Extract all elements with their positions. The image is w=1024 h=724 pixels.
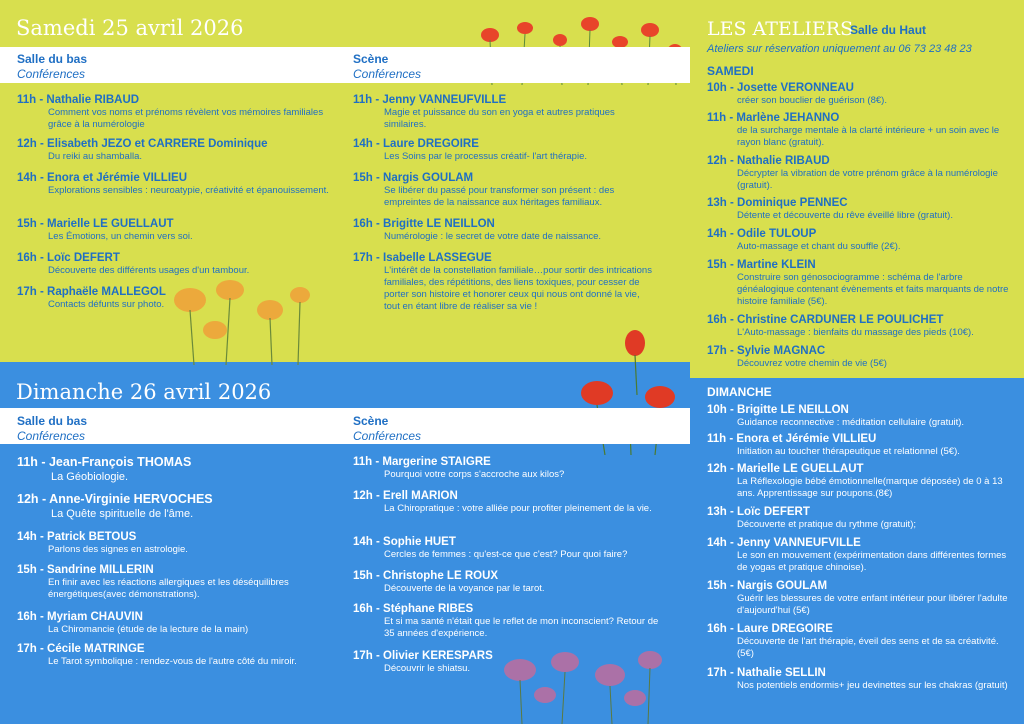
entry-heading: 17h - Nathalie SELLIN [707,667,826,679]
entry-desc: Décrypter la vibration de votre prénom grâce à la numérologie (gratuit). [737,168,998,191]
entry-desc: Découverte et pratique du rythme (gratuit); [737,519,917,530]
entry-desc: Explorations sensibles : neuroatypie, créativité et épanouissement. [48,185,329,196]
entry-heading: 14h - Odile TULOUP [707,228,817,240]
sunday-col2-sub: Conférences [353,429,422,443]
list-item [17,531,337,556]
entry-heading: 11h - Jean-François THOMAS [17,455,192,469]
saturday-header-band [0,47,690,83]
entry-desc: Guidance reconnective : méditation cellulaire (gratuit). [737,417,965,428]
entry-desc: Numérologie : le secret de votre date de naissance. [384,231,602,242]
entry-heading: 17h - Sylvie MAGNAC [707,345,826,357]
list-item [353,603,663,640]
entry-desc: Guérir les blessures de votre enfant intérieur pour libérer l'adulte d'aujourd'hui (5€) [737,593,1008,616]
entry-desc: L'intérêt de la constellation familiale…pour sortir des intrications familiales, des répétitions, des liens toxiques, pour cesser de porter son histoire et honorer ceux qui nous ont donné la vie, tout en étant libre de réaliser sa vie ! [384,265,652,312]
entry-heading: 10h - Brigitte LE NEILLON [707,404,849,416]
entry-heading: 11h - Enora et Jérémie VILLIEU [707,433,877,445]
list-item [17,493,337,522]
entry-desc: Initiation au toucher thérapeutique et relationnel (5€). [737,446,960,457]
entry-desc: Détente et découverte du rêve éveillé libre (gratuit). [737,210,953,221]
saturday-col1-head [17,52,87,82]
list-item [353,536,663,561]
entry-heading: 17h - Olivier KERESPARS [353,650,493,662]
entry-heading: 12h - Erell MARION [353,490,458,502]
entry-heading: 11h - Jenny VANNEUFVILLE [353,94,507,106]
entry-heading: 14h - Sophie HUET [353,536,456,548]
entry-desc: Cercles de femmes : qu'est-ce que c'est? Pour quoi faire? [384,549,628,560]
entry-heading: 14h - Patrick BETOUS [17,531,137,543]
ateliers-title: LES ATELIERS [707,18,854,40]
saturday-col2-sub: Conférences [353,67,422,81]
entry-heading: 16h - Christine CARDUNER LE POULICHET [707,314,944,326]
list-item [17,611,337,636]
list-item [707,197,1012,222]
entry-desc: Les Soins par le processus créatif- l'art thérapie. [384,151,587,162]
entry-heading: 17h - Isabelle LASSEGUE [353,252,492,264]
list-item [707,155,1012,192]
list-item [707,259,1012,308]
sunday-col1-room: Salle du bas [17,414,88,428]
list-item [17,218,337,243]
entry-desc: Comment vos noms et prénoms révèlent vos mémoires familiales grâce à la numérologie [48,107,324,130]
entry-heading: 15h - Christophe LE ROUX [353,570,499,582]
entry-desc: La Chiropratique : votre alliée pour profiter pleinement de la vie. [384,503,652,514]
entry-heading: 15h - Martine KLEIN [707,259,816,271]
entry-desc: Découvrez votre chemin de vie (5€) [737,358,887,369]
list-item [707,404,1012,429]
saturday-col1-sub: Conférences [17,67,86,81]
entry-desc: Le son en mouvement (expérimentation dans différentes formes de yogas et pratique chinoise). [737,550,1007,573]
entry-desc: de la surcharge mentale à la clarté intérieure + un soin avec le rayon blanc (gratuit). [737,125,1000,148]
list-item [17,252,337,277]
list-item [353,490,663,515]
entry-desc: La Chiromancie (étude de la lecture de la main) [48,624,249,635]
sunday-title: Dimanche 26 avril 2026 [16,380,272,404]
list-item [17,138,337,163]
entry-desc: La Quête spirituelle de l'âme. [51,508,194,520]
saturday-title: Samedi 25 avril 2026 [16,16,244,40]
list-item [707,314,1012,339]
list-item [707,345,1012,370]
entry-desc: Les Émotions, un chemin vers soi. [48,231,193,242]
entry-heading: 13h - Dominique PENNEC [707,197,848,209]
entry-desc: Le Tarot symbolique : rendez-vous de l'autre côté du miroir. [48,656,297,667]
list-item [353,138,653,163]
list-item [707,623,1012,660]
entry-heading: 12h - Anne-Virginie HERVOCHES [17,492,213,506]
entry-heading: 12h - Elisabeth JEZO et CARRERE Dominique [17,138,268,150]
ateliers-reservation-note: Ateliers sur réservation uniquement au 06 73 23 48 23 [707,43,972,55]
entry-desc: La Géobiologie. [51,471,129,483]
entry-heading: 15h - Marielle LE GUELLAUT [17,218,174,230]
entry-desc: créer son bouclier de guérison (8€). [737,95,887,106]
entry-heading: 15h - Sandrine MILLERIN [17,564,154,576]
list-item [17,456,337,485]
ateliers-room: Salle du Haut [850,23,927,37]
list-item [707,433,1012,458]
sunday-col1-sub: Conférences [17,429,86,443]
entry-heading: 17h - Raphaële MALLEGOL [17,286,166,298]
list-item [353,172,653,209]
list-item [17,172,337,197]
list-item [17,564,337,601]
list-item [707,112,1012,149]
list-item [353,218,653,243]
entry-heading: 11h - Marlène JEHANNO [707,112,840,124]
list-item [17,643,337,668]
entry-desc: Construire son génosociogramme : schéma de l'arbre généalogique contenant évènements et faits marquants de notre histoire familiale (5€). [737,272,1009,307]
list-item [353,570,663,595]
entry-desc: L'Auto-massage : bienfaits du massage des pieds (10€). [737,327,974,338]
list-item [353,252,653,313]
list-item [707,580,1012,617]
entry-heading: 17h - Cécile MATRINGE [17,643,145,655]
entry-heading: 14h - Enora et Jérémie VILLIEU [17,172,188,184]
list-item [707,667,1012,692]
entry-heading: 16h - Stéphane RIBES [353,603,474,615]
entry-desc: Se libérer du passé pour transformer son présent : des empreintes de la naissance aux héritages familiaux. [384,185,615,208]
entry-desc: Découvrir le shiatsu. [384,663,471,674]
list-item [707,537,1012,574]
entry-heading: 13h - Loïc DEFERT [707,506,810,518]
saturday-col2-room: Scène [353,52,389,66]
sunday-col2-room: Scène [353,414,389,428]
entry-desc: Nos potentiels endormis+ jeu devinettes sur les chakras (gratuit) [737,680,1008,691]
entry-desc: Magie et puissance du son en yoga et autres pratiques similaires. [384,107,615,130]
list-item [17,94,337,131]
entry-heading: 16h - Laure DREGOIRE [707,623,833,635]
saturday-col1-room: Salle du bas [17,52,88,66]
list-item [707,506,1012,531]
sunday-header-band [0,408,690,444]
entry-heading: 15h - Nargis GOULAM [353,172,474,184]
list-item [707,82,1012,107]
entry-desc: Découverte de la voyance par le tarot. [384,583,545,594]
entry-desc: Contacts défunts sur photo. [48,299,165,310]
entry-heading: 12h - Marielle LE GUELLAUT [707,463,864,475]
entry-desc: Et si ma santé n'était que le reflet de mon inconscient? Retour de 35 années d'expérience. [384,616,659,639]
entry-heading: 10h - Josette VERONNEAU [707,82,854,94]
list-item [17,286,337,311]
list-item [707,228,1012,253]
ateliers-sunday-label: DIMANCHE [707,385,772,399]
entry-heading: 16h - Loïc DEFERT [17,252,120,264]
entry-desc: Découverte des différents usages d'un tambour. [48,265,250,276]
entry-heading: 16h - Brigitte LE NEILLON [353,218,495,230]
entry-heading: 16h - Myriam CHAUVIN [17,611,143,623]
saturday-col2-head [353,52,421,82]
entry-desc: Du reiki au shamballa. [48,151,142,162]
entry-desc: Auto-massage et chant du souffle (2€). [737,241,901,252]
entry-heading: 15h - Nargis GOULAM [707,580,828,592]
entry-desc: Découverte de l'art thérapie, éveil des sens et de sa créativité. (5€) [737,636,999,659]
list-item [707,463,1012,500]
entry-heading: 14h - Laure DREGOIRE [353,138,479,150]
entry-desc: La Réflexologie bébé émotionnelle(marque déposée) de 0 à 13 ans. Apprentissage sur poupons.(8€) [737,476,1003,499]
list-item [353,456,663,481]
entry-desc: Parlons des signes en astrologie. [48,544,188,555]
entry-desc: En finir avec les réactions allergiques et les déséquilibres énergétiques(avec démonstrations). [48,577,289,600]
sunday-col2-head [353,414,421,444]
list-item [353,650,663,675]
list-item [353,94,653,131]
ateliers-saturday-label: SAMEDI [707,64,754,78]
sunday-col1-head [17,414,87,444]
entry-heading: 11h - Margerine STAIGRE [353,456,491,468]
entry-desc: Pourquoi votre corps s'accroche aux kilos? [384,469,565,480]
entry-heading: 11h - Nathalie RIBAUD [17,94,140,106]
entry-heading: 12h - Nathalie RIBAUD [707,155,830,167]
entry-heading: 14h - Jenny VANNEUFVILLE [707,537,861,549]
